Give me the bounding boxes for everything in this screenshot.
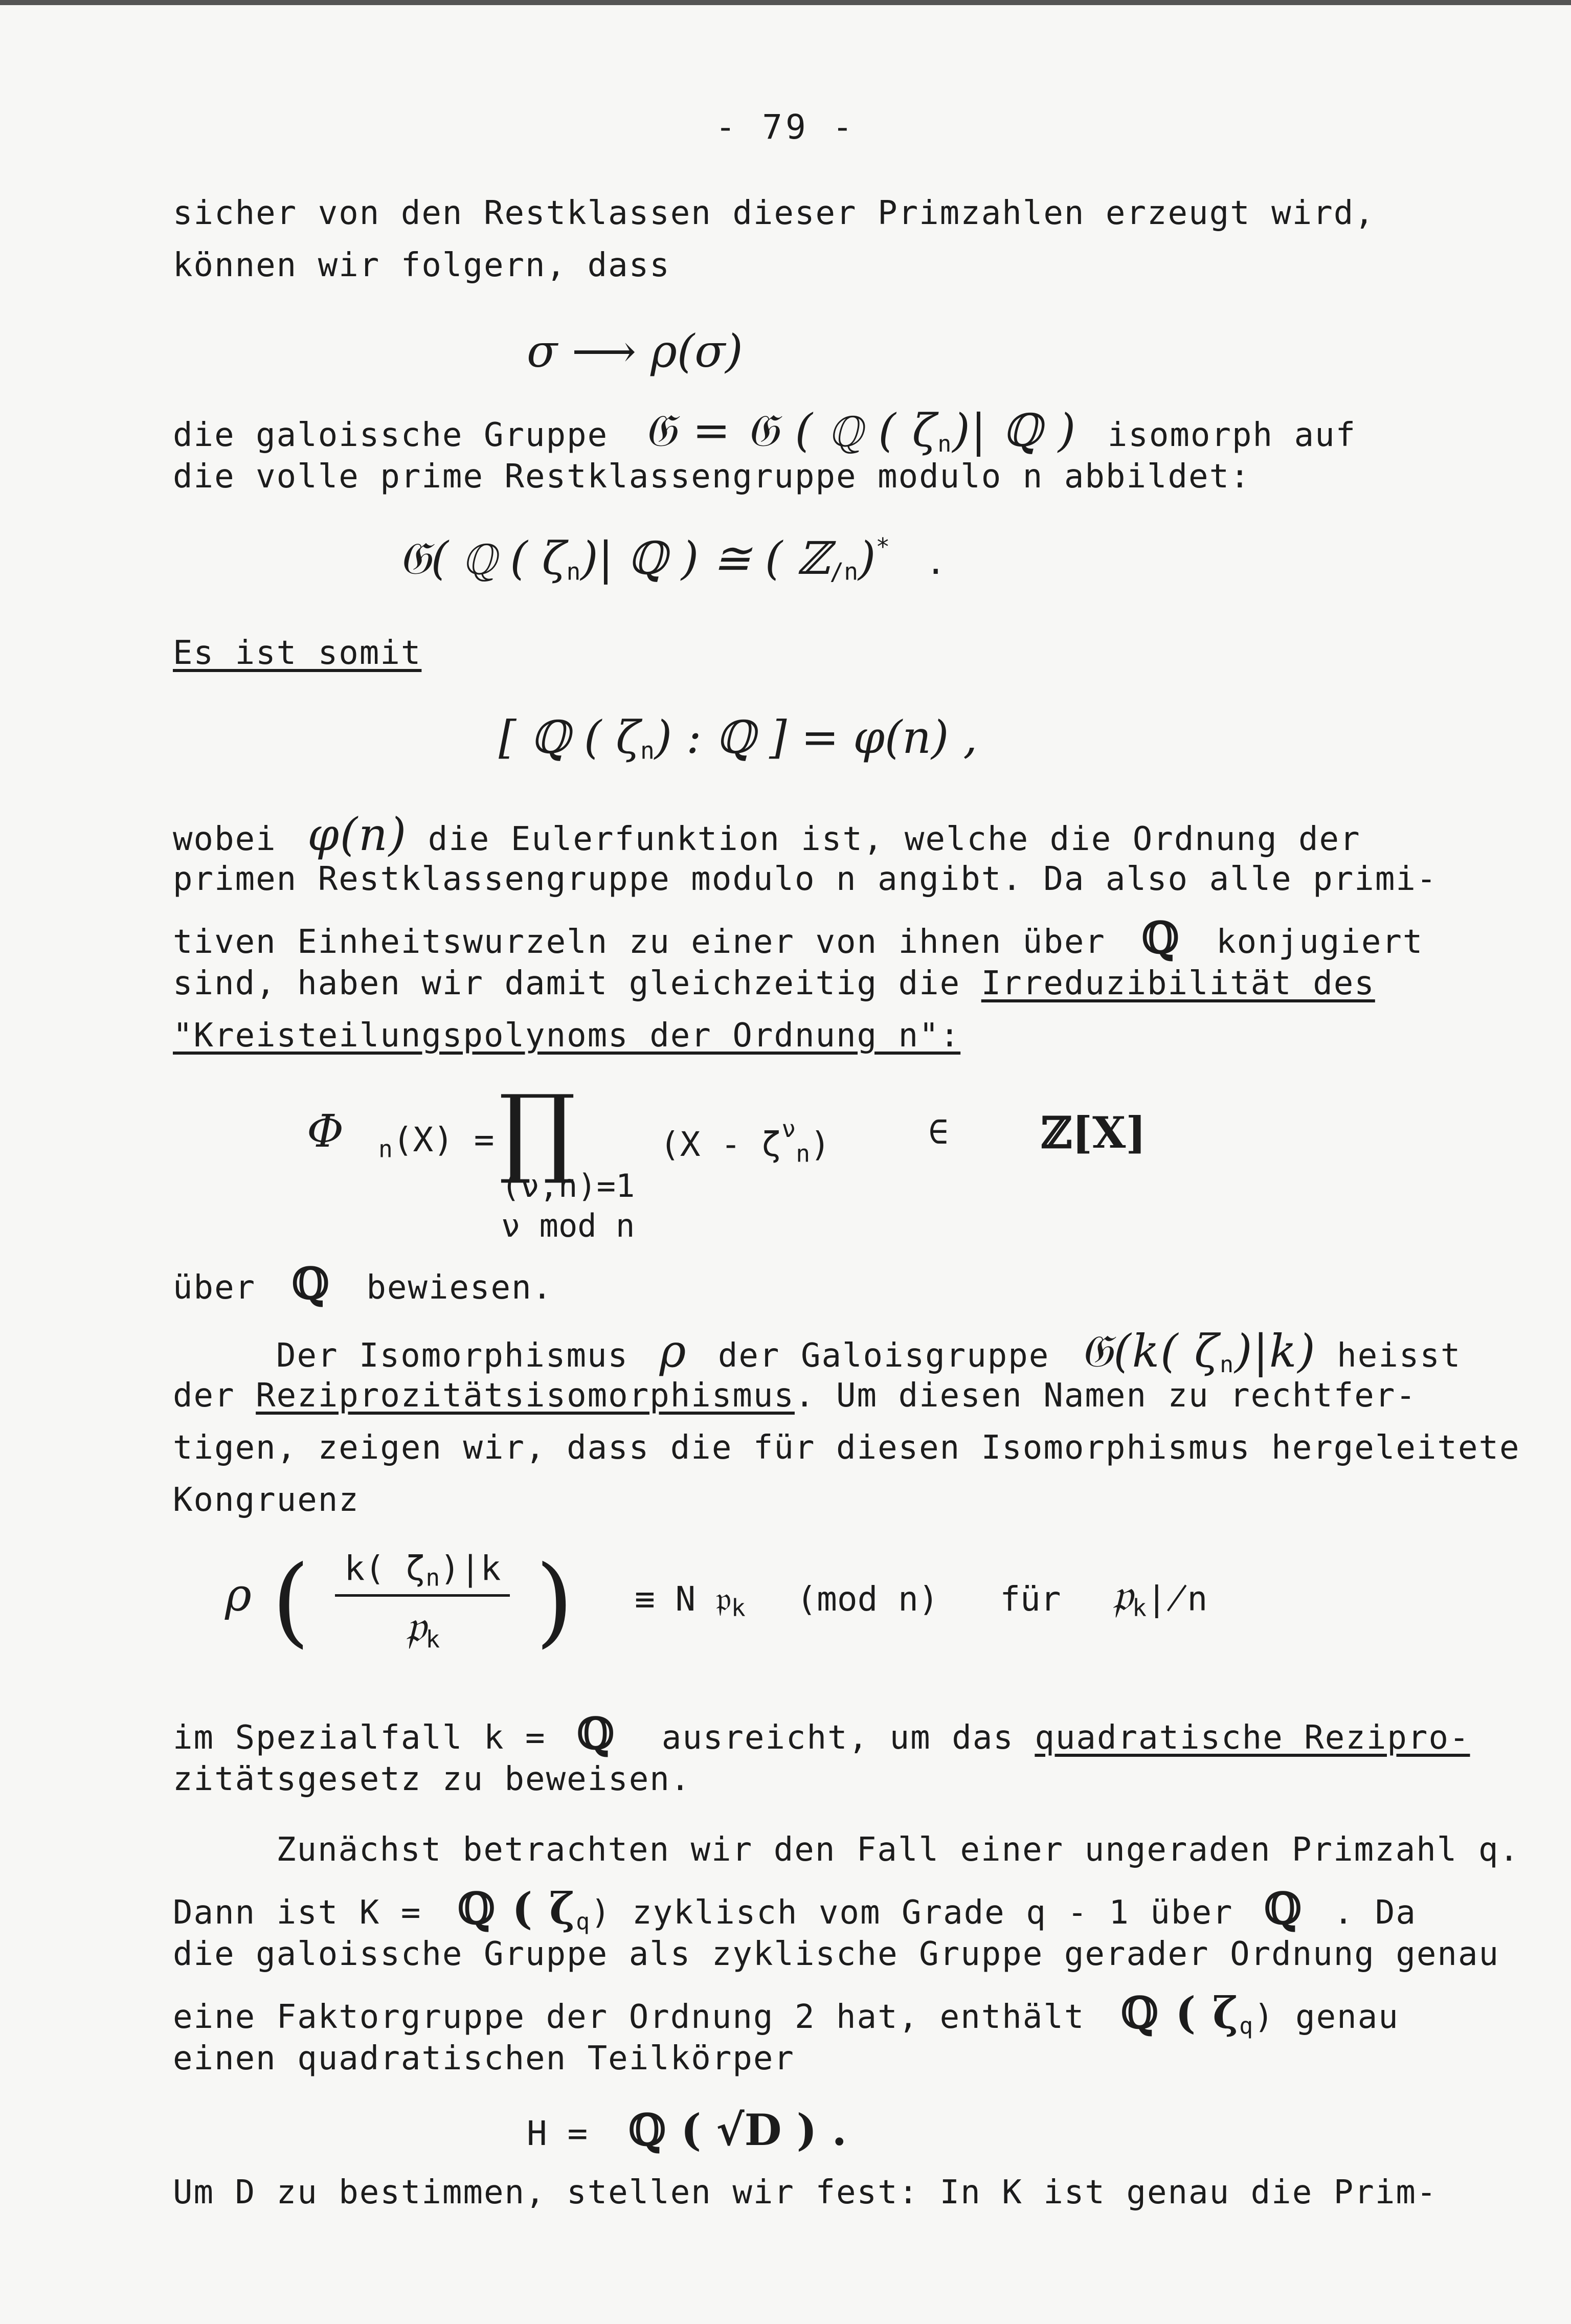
text-span: tiven Einheitswurzeln zu einer von ihnen über xyxy=(173,923,1106,961)
text-line: Zunächst betrachten wir den Fall einer ungeraden Primzahl q. xyxy=(276,1831,1520,1869)
product-conditions xyxy=(501,1166,635,1246)
iso-end: ) xyxy=(858,532,876,585)
text-line: primen Restklassengruppe modulo n angibt. Da also alle primi- xyxy=(173,860,1438,898)
fraction-denominator: 𝔭 xyxy=(405,1600,426,1653)
period: . xyxy=(925,543,946,582)
subscript: n xyxy=(566,557,581,586)
underlined-text: Reziprozitätsisomorphismus xyxy=(256,1377,795,1415)
not-divides: ∤n xyxy=(1146,1579,1208,1619)
underlined-line: Es ist somit xyxy=(173,634,422,672)
text-line xyxy=(173,1258,553,1309)
galois-group-k: 𝔊(k( ζ xyxy=(1080,1325,1220,1377)
text-span: für xyxy=(1000,1579,1061,1619)
underlined-line: "Kreisteilungspolynoms der Ordnung n": xyxy=(173,1017,961,1055)
product-condition: (ν,n)=1 xyxy=(501,1167,635,1204)
text-span: heisst xyxy=(1337,1337,1462,1375)
fraction-numerator-end: )|k xyxy=(440,1548,501,1588)
field-h: H = xyxy=(527,2114,588,2153)
text-span: der xyxy=(173,1377,235,1415)
text-span: Dann ist K = xyxy=(173,1894,422,1932)
degree-rhs: ) : ℚ ] = φ(n) , xyxy=(654,711,978,764)
text-line: können wir folgern, dass xyxy=(173,247,670,284)
field-end: ) xyxy=(1254,1998,1275,2036)
underlined-text: quadratische Rezipro- xyxy=(1035,1719,1470,1757)
text-line xyxy=(173,1883,1417,1935)
map-expression: σ ⟶ ρ(σ) xyxy=(527,325,743,377)
text-span: Der Isomorphismus xyxy=(276,1337,629,1375)
formula-cyclotomic xyxy=(307,1074,1176,1244)
text-span: sind, haben wir damit gleichzeitig die xyxy=(173,965,961,1002)
text-line: die volle prime Restklassengruppe modulo n abbildet: xyxy=(173,458,1251,496)
text-line: Um D zu bestimmen, stellen wir fest: In K ist genau die Prim- xyxy=(173,2174,1438,2211)
product-condition: ν mod n xyxy=(501,1207,635,1244)
prime-symbol: 𝔭 xyxy=(1112,1568,1133,1621)
text-line xyxy=(276,1325,1461,1378)
subscript: n xyxy=(425,1563,440,1592)
text-line: tigen, zeigen wir, dass die für diesen Isomorphismus hergeleitete xyxy=(173,1429,1520,1467)
subscript: k xyxy=(425,1625,440,1653)
cyclotomic-phi: Φ xyxy=(307,1105,344,1157)
text-span: . Da xyxy=(1333,1894,1417,1932)
euler-phi: φ(n) xyxy=(307,808,408,861)
formula-map xyxy=(527,325,743,377)
text-span: wobei xyxy=(173,820,277,858)
subscript: n xyxy=(937,430,953,458)
underlined-text: Irreduzibilität des xyxy=(981,965,1375,1002)
galois-group-inline-end: )| ℚ ) xyxy=(952,404,1077,457)
iso-lhs: 𝔊( ℚ ( ζ xyxy=(399,532,567,585)
subscript: n xyxy=(640,736,655,765)
degree-lhs: [ ℚ ( ζ xyxy=(499,711,640,764)
galois-group-inline: 𝔊 = 𝔊 ( ℚ ( ζ xyxy=(644,404,938,457)
text-line: Kongruenz xyxy=(173,1481,360,1519)
text-line xyxy=(173,404,1356,458)
rho-symbol: ρ xyxy=(225,1568,252,1621)
rationals-symbol: ℚ xyxy=(1264,1883,1303,1934)
cyc-factor: (X - ζ xyxy=(660,1124,782,1164)
subscript: n xyxy=(796,1139,811,1168)
text-span: bewiesen. xyxy=(366,1269,553,1307)
formula-congruence: ρ ( $\frac{k( \zeta_n)|k}{𝔭_k}$ ) ≡ N 𝔭$_k$ (mod n) für 𝔭$_k$∤n xyxy=(225,1545,1208,1658)
subscript: n xyxy=(378,1135,393,1163)
rationals-symbol: ℚ xyxy=(291,1258,330,1309)
text-span: der Galoisgruppe xyxy=(717,1337,1050,1375)
subscript: n xyxy=(1220,1351,1235,1378)
page-number: - 79 - xyxy=(715,107,856,147)
rationals-symbol: ℚ xyxy=(1141,912,1180,963)
cyc-factor-end: ) xyxy=(810,1124,831,1164)
formula-degree xyxy=(499,711,977,765)
polynomial-ring: ℤ[X] xyxy=(1041,1107,1146,1158)
subscript: k xyxy=(1132,1594,1147,1622)
text-line xyxy=(173,1377,1417,1415)
text-line xyxy=(173,1987,1399,2039)
text-span: konjugiert xyxy=(1216,923,1424,961)
text-span: ausreicht, um das xyxy=(661,1719,1014,1757)
subscript: q xyxy=(1239,2012,1254,2040)
subscript: q xyxy=(576,1908,591,1935)
subscript: k xyxy=(731,1594,746,1622)
text-span: zyklisch vom Grade q - 1 über xyxy=(632,1894,1233,1932)
cyc-argument: (X) = xyxy=(392,1120,495,1159)
text-span: . Um diesen Namen zu rechtfer- xyxy=(794,1377,1417,1415)
quadratic-field: ℚ ( √D ) . xyxy=(628,2105,847,2155)
congruence-fraction xyxy=(335,1549,510,1654)
cyclotomic-field: ℚ ( ζ xyxy=(457,1883,576,1934)
field-end: ) xyxy=(591,1894,612,1932)
superscript: * xyxy=(876,533,890,561)
text-span: die Eulerfunktion ist, welche die Ordnung der xyxy=(428,820,1361,858)
galois-group-k-end: )|k) xyxy=(1235,1325,1316,1377)
fraction-numerator: k( ζ xyxy=(344,1548,426,1588)
formula-quadratic-field xyxy=(527,2105,847,2155)
text-span: genau xyxy=(1295,1998,1399,2036)
product-symbol: ∏ xyxy=(499,1074,576,1187)
formula-isomorphism xyxy=(399,532,946,586)
text-line xyxy=(173,912,1423,963)
text-span: die galoissche Gruppe xyxy=(173,416,609,454)
text-line: einen quadratischen Teilkörper xyxy=(173,2040,795,2077)
superscript: ν xyxy=(781,1115,796,1143)
text-span: eine Faktorgruppe der Ordnung 2 hat, enthält xyxy=(173,1998,1085,2036)
iso-mid: )| ℚ ) ≅ ( ℤ xyxy=(580,532,830,585)
text-span: isomorph auf xyxy=(1107,416,1357,454)
cyclotomic-field: ℚ ( ζ xyxy=(1120,1987,1240,2038)
text-line: zitätsgesetz zu beweisen. xyxy=(173,1760,691,1798)
text-line xyxy=(173,808,1361,861)
text-line: sicher von den Restklassen dieser Primzahlen erzeugt wird, xyxy=(173,194,1375,232)
element-of-symbol: ∈ xyxy=(928,1112,949,1152)
subscript: /n xyxy=(829,557,859,586)
scan-edge-line xyxy=(0,0,1571,5)
rationals-symbol: ℚ xyxy=(577,1708,616,1759)
text-line xyxy=(173,1708,1470,1759)
rho-symbol: ρ xyxy=(659,1325,687,1377)
modulus: (mod n) xyxy=(796,1579,939,1619)
text-span: über xyxy=(173,1269,256,1307)
text-line: die galoissche Gruppe als zyklische Gruppe gerader Ordnung genau xyxy=(173,1935,1499,1973)
text-span: im Spezialfall k = xyxy=(173,1719,546,1757)
text-line xyxy=(173,965,1375,1002)
congruence-rhs: ≡ N 𝔭 xyxy=(635,1579,731,1619)
